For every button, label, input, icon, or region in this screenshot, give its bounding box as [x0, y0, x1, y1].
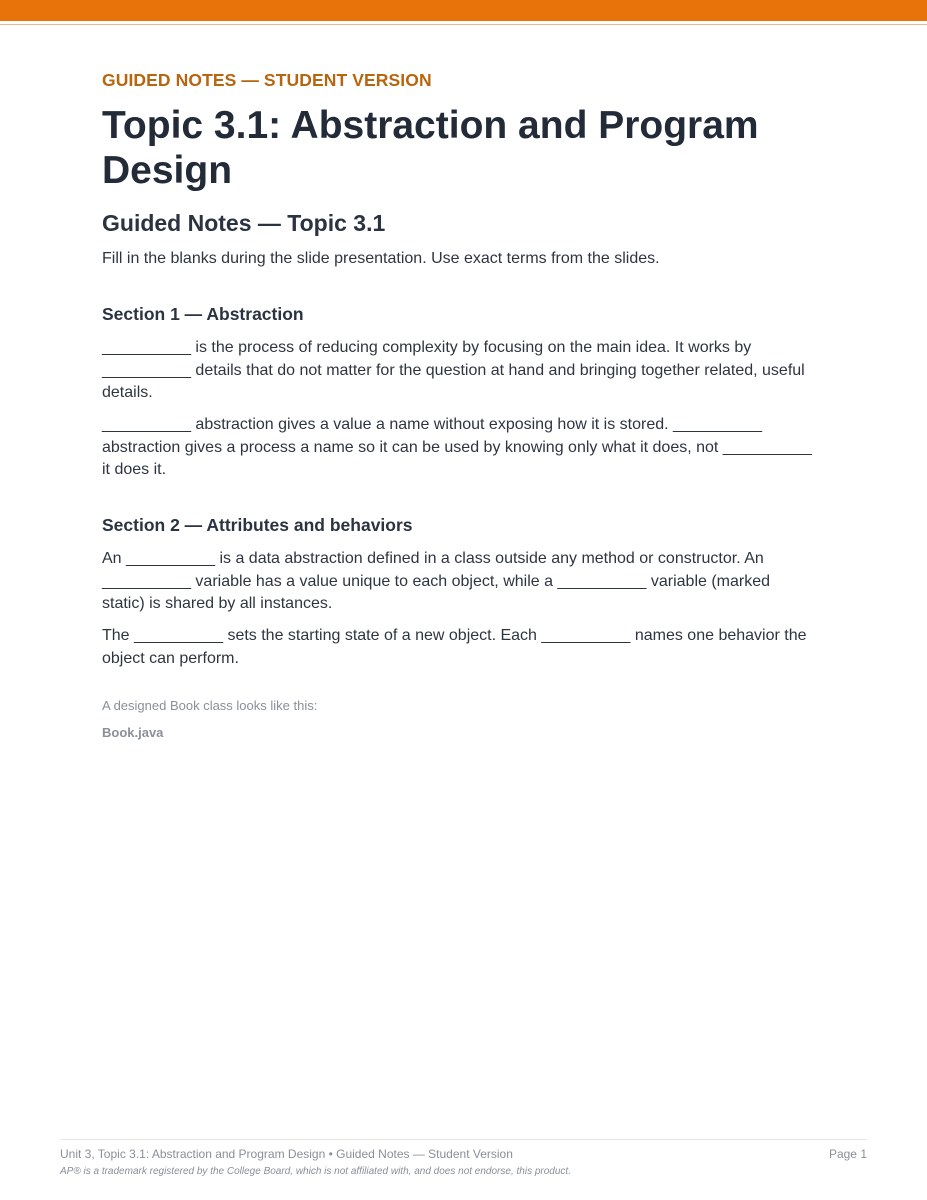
intro-instructions: Fill in the blanks during the slide presentation. Use exact terms from the slides. [102, 250, 660, 267]
section-1-paragraph-2: __________ abstraction gives a value a name without exposing how it is stored. __________ abstraction gives a process a name so it can be used by knowing only what it does, not __________ it does it. [102, 416, 812, 478]
page-subtitle: Guided Notes — Topic 3.1 [102, 210, 386, 236]
page-title: Topic 3.1: Abstraction and Program Design [102, 104, 759, 192]
footer-document-info: Unit 3, Topic 3.1: Abstraction and Program Design • Guided Notes — Student Version [60, 1147, 513, 1161]
footer-page-number: Page 1 [828, 1147, 867, 1161]
document-kicker: GUIDED NOTES — STUDENT VERSION [102, 70, 432, 90]
section-2-heading: Section 2 — Attributes and behaviors [102, 515, 413, 535]
top-accent-rule [0, 24, 927, 25]
section-2-paragraph-1: An __________ is a data abstraction defined in a class outside any method or constructor. An __________ variable has a value unique to each object, while a __________ variable (marked static) is shared by all instances. [102, 550, 771, 612]
section-1-paragraph-1: __________ is the process of reducing complexity by focusing on the main idea. It works by __________ details that do not matter for the question at hand and bringing together related, useful details. [102, 339, 805, 401]
top-accent-bar [0, 0, 927, 21]
example-caption: A designed Book class looks like this: [102, 698, 318, 713]
section-1-heading: Section 1 — Abstraction [102, 304, 304, 324]
section-2-paragraph-2: The __________ sets the starting state of a new object. Each __________ names one behavior the object can perform. [102, 627, 807, 667]
footer-disclaimer: AP® is a trademark registered by the College Board, which is not affiliated with, and does not endorse, this product. [60, 1166, 571, 1177]
footer-divider [60, 1139, 867, 1140]
example-filename: Book.java [102, 725, 164, 740]
